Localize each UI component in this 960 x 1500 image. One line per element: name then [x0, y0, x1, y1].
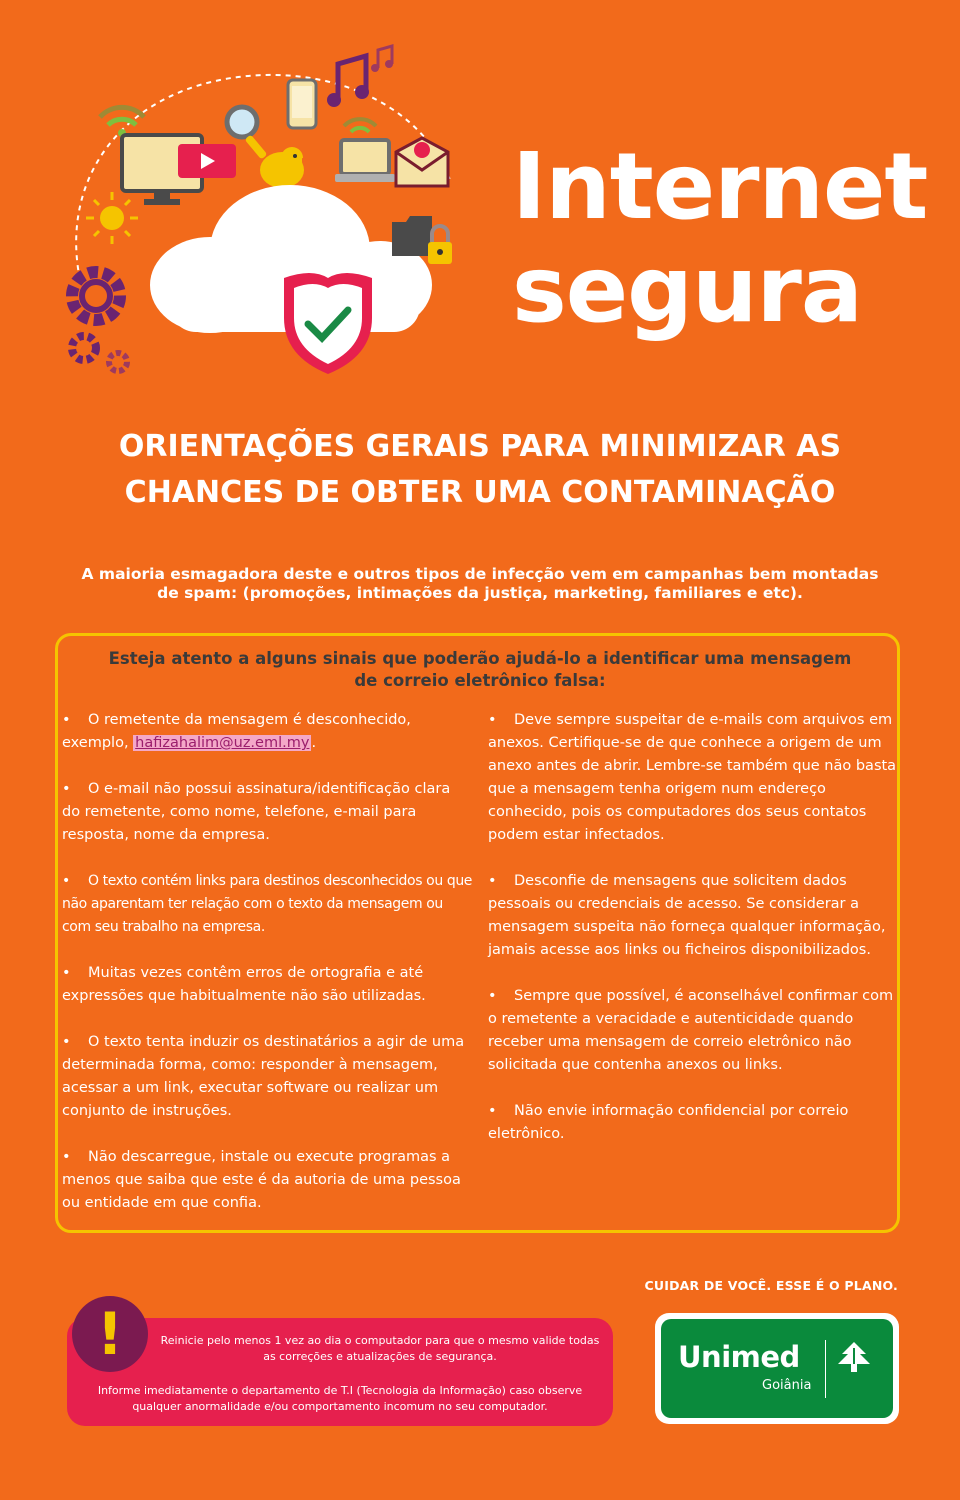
folder-icon: [392, 216, 432, 256]
internet-illustration: [60, 30, 470, 390]
smartphone-icon: [288, 80, 316, 128]
gear-icon: [72, 336, 96, 360]
tips-title-line-2: de correio eletrônico falsa:: [354, 671, 606, 690]
video-play-icon: [178, 144, 236, 178]
intro-text: [40, 565, 920, 603]
bullet: •: [62, 1149, 71, 1165]
logo-divider: [825, 1340, 826, 1398]
shield-check-icon: [284, 273, 372, 374]
list-item: [62, 1031, 472, 1123]
intro-line-2: de spam: (promoções, intimações da justiça, marketing, familiares e etc).: [157, 584, 803, 602]
list-item: [62, 1146, 472, 1215]
warning-symbol: !: [96, 1300, 124, 1368]
tagline: CUIDAR DE VOCÊ. ESSE É O PLANO.: [644, 1278, 898, 1293]
list-item-text: O texto tenta induzir os destinatários a agir de uma determinada forma, como: responder à mensagem, acessar a um link, executar software ou realizar um conjunto de instruções.: [62, 1034, 465, 1119]
list-item-text: Não envie informação confidencial por correio eletrônico.: [488, 1103, 849, 1142]
wifi-icon: [344, 119, 376, 132]
warning-icon: [72, 1296, 148, 1372]
bullet: •: [62, 965, 71, 981]
bullet: •: [62, 712, 71, 728]
logo-name: Unimed: [678, 1340, 800, 1374]
title-line-2: segura: [512, 236, 862, 343]
bird-icon: [260, 147, 310, 188]
logo-city: Goiânia: [762, 1378, 812, 1393]
email-envelope-icon: [396, 138, 448, 186]
tips-left-column: [62, 709, 472, 1238]
bullet: •: [62, 1034, 71, 1050]
sun-icon: [86, 192, 138, 244]
laptop-icon: [335, 140, 395, 182]
heading-line-2: CHANCES DE OBTER UMA CONTAMINAÇÃO: [124, 475, 836, 510]
list-item: [62, 709, 472, 755]
music-note-icon: [327, 46, 393, 107]
wifi-icon: [100, 107, 144, 137]
section-heading: [40, 424, 920, 516]
tips-right-column: [488, 709, 898, 1169]
list-item: [488, 985, 898, 1077]
bullet: •: [488, 712, 497, 728]
tips-box-title: [80, 648, 880, 692]
heading-line-1: ORIENTAÇÕES GERAIS PARA MINIMIZAR AS: [118, 429, 842, 464]
list-item-text: Muitas vezes contêm erros de ortografia e até expressões que habitualmente não são utilizadas.: [62, 965, 426, 1004]
list-item-text: O e-mail não possui assinatura/identificação clara do remetente, como nome, telefone, e-mail para resposta, nome da empresa.: [62, 781, 451, 843]
list-item-text: Desconfie de mensagens que solicitem dados pessoais ou credenciais de acesso. Se considerar a mensagem suspeita não forneça qualquer informação, jamais acesse aos links ou ficheiros disponibilizados.: [488, 873, 886, 958]
list-item: [62, 962, 472, 1008]
tips-title-line-1: Esteja atento a alguns sinais que poderão ajudá-lo a identificar uma mensagem: [108, 649, 852, 668]
list-item: [62, 870, 472, 939]
unimed-tree-icon: [832, 1342, 876, 1374]
bullet: •: [488, 988, 497, 1004]
bullet: •: [488, 873, 497, 889]
list-item-text: Sempre que possível, é aconselhável confirmar com o remetente a veracidade e autenticidade quando receber uma mensagem de correio eletrônico não solicitada que contenha anexos ou links.: [488, 988, 894, 1073]
list-item-text-end: .: [311, 735, 317, 751]
example-email-link[interactable]: hafizahalim@uz.eml.my: [135, 735, 310, 751]
list-item-text: Deve sempre suspeitar de e-mails com arquivos em anexos. Certifique-se de que conhece a origem de um anexo antes de abrir. Lembre-se também que não basta que a mensagem tenha origem num endereço conhecido, pois os computadores dos seus contatos podem estar infectados.: [488, 712, 897, 843]
intro-line-1: A maioria esmagadora deste e outros tipos de infecção vem em campanhas bem montadas: [81, 565, 879, 583]
list-item-text: O remetente da mensagem é desconhecido, exemplo,: [62, 712, 411, 751]
bullet: •: [62, 873, 70, 889]
list-item: [488, 870, 898, 962]
alert-text-restart: Reinicie pelo menos 1 vez ao dia o computador para que o mesmo valide todas as correções e atualizações de segurança.: [160, 1334, 600, 1363]
gear-icon: [72, 272, 120, 320]
list-item-text: O texto contém links para destinos desconhecidos ou que não aparentam ter relação com o texto da mensagem ou com seu trabalho na empresa.: [62, 873, 473, 935]
list-item: [488, 1100, 898, 1146]
list-item: [488, 709, 898, 847]
alert-text-report: Informe imediatamente o departamento de T.I (Tecnologia da Informação) caso observe qualquer anormalidade e/ou comportamento incomum no seu computador.: [97, 1384, 583, 1413]
gear-icon: [109, 353, 127, 371]
bullet: •: [488, 1103, 497, 1119]
padlock-icon: [428, 226, 452, 264]
list-item-text: Não descarregue, instale ou execute programas a menos que saiba que este é da autoria de uma pessoa ou entidade em que confia.: [62, 1149, 461, 1211]
title-line-1: Internet: [512, 133, 928, 240]
list-item: [62, 778, 472, 847]
bullet: •: [62, 781, 71, 797]
